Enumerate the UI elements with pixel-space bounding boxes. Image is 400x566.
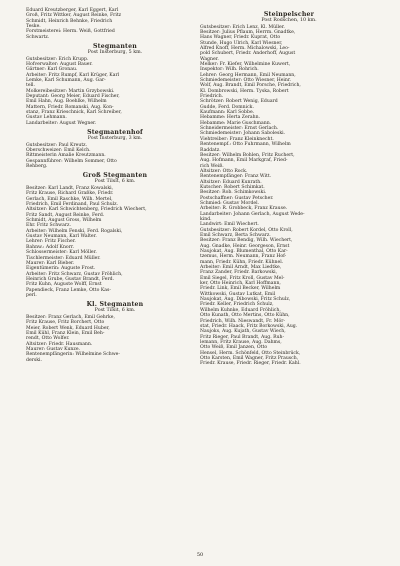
directory-line: Emil Siegel, Fritz Kroll, Gustav Mel- xyxy=(200,275,285,281)
directory-line: Altsitzer: Eduard Kunrath. xyxy=(200,179,262,185)
directory-line: Groß, Fritz Wittker, August Reinke, Fritz xyxy=(26,13,122,19)
post-info: Post Rodschen, 10 km. xyxy=(261,18,317,23)
directory-line: Inspektor: Wilh. Rohrich. xyxy=(200,67,259,73)
directory-line: Mattern, Friedr. Romanski, Aug. Kon- xyxy=(26,104,114,110)
directory-line: rich Weiß. xyxy=(200,163,224,169)
directory-line: Tischlermeister: Eduard Müller. xyxy=(26,255,101,261)
directory-line: Forstmeisterei: Herm. Weiß, Gottfried xyxy=(26,29,115,35)
directory-line: Altsitzer: Friedr. Hausmann. xyxy=(26,341,93,347)
directory-line: Schlossermeister: Karl Möller. xyxy=(26,250,97,256)
directory-line: Raddatz. xyxy=(200,147,221,153)
directory-line: Gutsbesitzer: Robert Kordel, Otto Kroll, xyxy=(200,227,293,233)
directory-line: Aug. Gnadke, Heinr. Georgeson, Ernst xyxy=(200,243,290,249)
directory-line: Meier, Robert Wenk, Eduard Huber, xyxy=(26,325,110,331)
directory-line: Gustav Lehmann. xyxy=(26,115,67,121)
post-info: Post Tilsit, 6 km. xyxy=(94,308,136,314)
directory-line: Landwirt: Emil Wiechert. xyxy=(200,222,259,228)
directory-line: Rentenempfängerin: Wilhelmine Schwe- xyxy=(26,352,120,358)
directory-line: Schmidt, August Gross, Wilhelm xyxy=(26,218,102,224)
directory-line: Heinrich Grube, Gustav Brandt, Ferd. xyxy=(26,276,115,282)
directory-line: Viehtreiber: Franz Kleinknecht. xyxy=(200,136,274,142)
post-info: Post Insterburg, 3 km. xyxy=(87,136,143,142)
directory-line: Gärtner: Karl Gronau. xyxy=(26,67,78,73)
directory-line: Gutsbesitzer: Erich Krupp. xyxy=(26,56,89,62)
place-heading: Stegmanten xyxy=(93,43,137,51)
directory-line: Rittmeisterin Amalie Kreutzmann. xyxy=(26,153,106,159)
directory-line: Fritz Rieger, Paul Brandt, Aug. Ruh- xyxy=(200,334,285,340)
directory-line: lemann, Fritz Krause, Aug. Dahms, xyxy=(200,339,282,345)
place-heading: Stegmantenhof xyxy=(87,129,143,137)
directory-line: rendt, Otto Wolfer. xyxy=(26,336,70,342)
left-column xyxy=(26,8,204,363)
directory-line: Schmiedemeister: Johann Saboleski. xyxy=(200,131,286,137)
directory-line: Bahnw.: Adolf Knorr. xyxy=(26,244,75,250)
directory-line: Friedrich, Wilh. Nieswandt, Fr. Mör- xyxy=(200,318,286,324)
directory-line: tzemus, Herm. Neumann, Franz Hof- xyxy=(200,254,287,260)
directory-line: Hofverwalter: August Bauer. xyxy=(26,62,93,67)
directory-line: Aug. Hofmann, Emil Markgraf, Fried- xyxy=(200,158,288,164)
directory-line: Melker: Fr. Kiefer, Wilhelmine Kuwert, xyxy=(200,62,291,67)
directory-line: Oberschweizer: Emil Kelch. xyxy=(26,148,91,154)
directory-line: Wittkowski, Gustav Lutkat, Emil xyxy=(200,291,276,297)
directory-line: Friedrich. xyxy=(200,94,224,100)
directory-line: Deputant: Georg Meier, Eduard Fischer, xyxy=(26,94,120,100)
directory-line: Lemke, Karl Schumann, Aug. Gar- xyxy=(26,78,106,84)
directory-line: Gudde, Ferd. Domnick. xyxy=(200,104,254,110)
directory-line: Fritz Krause, Fritz Borchert, Otto xyxy=(26,320,105,326)
directory-line: Wolf, Aug. Brandt, Emil Porsche, Friedrich, xyxy=(200,83,301,89)
directory-line: Altsitzer: Karl Schwichtenberg, Friedrich Wiechert, xyxy=(26,207,147,213)
directory-line: Gespannführer: Wilhelm Sommer, Otto xyxy=(26,158,117,164)
directory-line: Arbeiter: R. Grobbeck, Franz Krause. xyxy=(200,206,288,212)
directory-line: Landarbeiter: Johann Gerlach, August Wede- xyxy=(200,211,305,217)
directory-line: Hensel, Herm. Schönfeld, Otto Steinbrück, xyxy=(200,350,301,356)
directory-line: pold Schubert, Friedr. Anderhoff, August xyxy=(200,51,296,57)
directory-line: Besitzer: Franz Gerlach, Emil Gehrke, xyxy=(26,314,115,320)
directory-line: stanz, Franz Krieschnick, Karl Schreiber, xyxy=(26,110,122,116)
directory-line: Otto Karsten, Emil Wagner, Fritz Prausch, xyxy=(200,355,299,361)
directory-line: Besitzer: Julius Pflaum, Herrm. Gnadtke, xyxy=(200,29,296,35)
directory-line: derski. xyxy=(26,357,42,363)
directory-line: Besitzer: Wilhelm Bohlen, Fritz Ruchert, xyxy=(200,152,295,158)
directory-line: mann, Friedr. Kühn, Friedr. Kühnel. xyxy=(200,259,284,265)
directory-line: Naujoks, Aug. Kujath, Gustav Wiech, xyxy=(200,329,286,335)
directory-line: Arbeiter: Fritz Schwarz, Gustav Fröhlich, xyxy=(26,271,123,277)
directory-line: Kaufmann: Karl Sobbe. xyxy=(200,110,255,116)
directory-line: Stunde, Hugo Ulrich, Karl Wiesner, xyxy=(200,40,283,46)
directory-line: Maurer: Karl Bieber. xyxy=(26,260,75,266)
directory-line: Friedr. Krause, Friedr. Rieger, Friedr. Kahl. xyxy=(200,361,301,367)
directory-line: Friedrich, Emil Ferdinand, Paul Schulz. xyxy=(26,202,119,208)
directory-line: Molkereibesitzer: Martin Grzybowski. xyxy=(26,88,115,94)
directory-line: Franz Zander, Friedr. Barkowski, xyxy=(200,270,278,276)
directory-line: Papendieck, Franz Lemke, Otto Kas- xyxy=(26,287,111,293)
directory-line: perl. xyxy=(26,292,37,298)
directory-line: Schmiedemeister: Otto Wiesner, Heinr. xyxy=(200,78,292,84)
directory-line: Friedr. Keller, Friedrich Schulz, xyxy=(200,302,274,308)
right-column xyxy=(200,8,378,367)
directory-line: Schneidermeister: Ernst Gerlach. xyxy=(200,126,279,132)
directory-line: Fritz Krause, Richard Graßke, Friedr. xyxy=(26,191,114,197)
directory-line: Besitzer: Karl Landt, Franz Kowalski, xyxy=(26,186,114,192)
directory-line: Emil Schwarz, Berta Schwarz. xyxy=(200,233,271,238)
directory-line: Wilhelm Kuhnke, Eduard Fröhlich, xyxy=(200,307,281,313)
directory-line: Schmidt, Heinrich Behnke, Friedrich xyxy=(26,18,113,24)
directory-line: Fritz Kuhn, Auguste Wolff, Ernst xyxy=(26,282,102,288)
directory-line: Gustav Neumann, Karl Walter. xyxy=(26,234,97,240)
directory-line: Maurer: Gustav Kunze. xyxy=(26,346,80,352)
directory-line: Hebamme: Marie Guschmann. xyxy=(200,120,272,126)
directory-line: Arbeiter: Emil Arndt, Max Liedtke, xyxy=(200,265,282,271)
directory-line: Naujokat, Aug. Blumenthal, Otto Kar- xyxy=(200,249,288,255)
directory-line: Arbeiter: Fritz Rumpf, Karl Krüger, Karl xyxy=(26,72,120,78)
directory-line: Postschaffner: Gustav Petscher. xyxy=(200,195,274,201)
directory-line: Otto Weiß, Emil Janzen, Otto xyxy=(200,345,268,351)
directory-line: Schmied: Gustav Mordel. xyxy=(200,200,260,206)
directory-line: Emil Kühl, Franz Klein, Emil Beh- xyxy=(26,330,105,336)
directory-line: Gerlach, Emil Raschke, Wilh. Mertel, xyxy=(26,196,113,202)
directory-line: Besitzer: Rob. Schimkowski. xyxy=(200,190,267,196)
directory-line: Altsitzer: Otto Rock. xyxy=(200,168,248,174)
directory-line: tell. xyxy=(26,83,35,89)
directory-line: kind. xyxy=(200,216,212,222)
directory-line: Kutscher: Robert Schimkat. xyxy=(200,184,265,190)
directory-line: Emil Hahn, Aug. Boehlke, Wilhelm xyxy=(26,99,107,105)
directory-line: Besitzer: Franz Bendig, Wilh. Wiechert, xyxy=(200,238,293,244)
directory-line: Otto Kunath, Otto Mertins, Otto Kühn, xyxy=(200,313,290,319)
directory-line: Landarbeiter: August Wegner. xyxy=(26,120,97,126)
place-heading: Steinpelscher xyxy=(263,11,315,18)
directory-line: Wagner. xyxy=(200,56,219,62)
directory-line: Lehrer: Georg Hermann, Emil Neumann, xyxy=(200,72,296,78)
directory-line: ker, Otto Heinrich, Karl Hoffmann, xyxy=(200,281,281,287)
directory-line: Alfred Knoff, Herm. Michalowski, Leo- xyxy=(200,45,290,51)
directory-line: Ehr. Fritz Schwarz. xyxy=(26,223,71,229)
page-number: 50 xyxy=(196,552,204,558)
directory-line: Kl. Dombrowski, Herm. Tyska, Robert xyxy=(200,88,289,94)
directory-line: Naujokat, Aug. Dibowski, Fritz Schulz, xyxy=(200,297,291,303)
place-heading: Groß Stegmanten xyxy=(82,172,148,180)
post-info: Post Tilsit, 6 km. xyxy=(94,179,136,185)
directory-line: Eduard Kreutzberger, Karl Eggert, Karl xyxy=(26,8,119,13)
directory-line: Gutsbesitzer: Erich Lenz, Kl. Müller. xyxy=(200,24,285,30)
directory-line: Rehberg. xyxy=(26,164,48,170)
directory-line: Fritz Sandt, August Reinke, Ferd. xyxy=(26,212,105,218)
directory-line: stat, Friedr. Haack, Fritz Borkowski, Aug. xyxy=(200,323,298,329)
post-info: Post Insterburg, 5 km. xyxy=(87,50,143,56)
directory-line: Rentenempfänger: Franz Witt. xyxy=(200,174,272,180)
directory-line: Schrötzer: Robert Wenig, Eduard xyxy=(200,99,278,105)
directory-line: Lehrer: Fritz Fischer. xyxy=(26,239,76,245)
directory-line: Hebamme: Herta Zerahn. xyxy=(200,115,261,121)
directory-line: Gutsbesitzer: Paul Kreutz. xyxy=(26,142,88,148)
directory-line: Schwartz. xyxy=(26,34,50,40)
directory-line: Teske. xyxy=(26,24,41,30)
directory-line: Hans Wagner, Friedr. Kuprat, Otto xyxy=(200,35,281,41)
directory-line: Friedr. Link, Emil Becker, Wilhelm xyxy=(200,286,281,292)
directory-line: Eigentümerin: Auguste Frost. xyxy=(26,266,96,272)
place-heading: Kl. Stegmanten xyxy=(86,301,144,309)
directory-line: Rentenempf.: Otto Fuhrmann, Wilhelm xyxy=(200,142,291,148)
directory-line: Arbeiter: Wilhelm Fenski, Ferd. Rogalski, xyxy=(26,228,123,234)
